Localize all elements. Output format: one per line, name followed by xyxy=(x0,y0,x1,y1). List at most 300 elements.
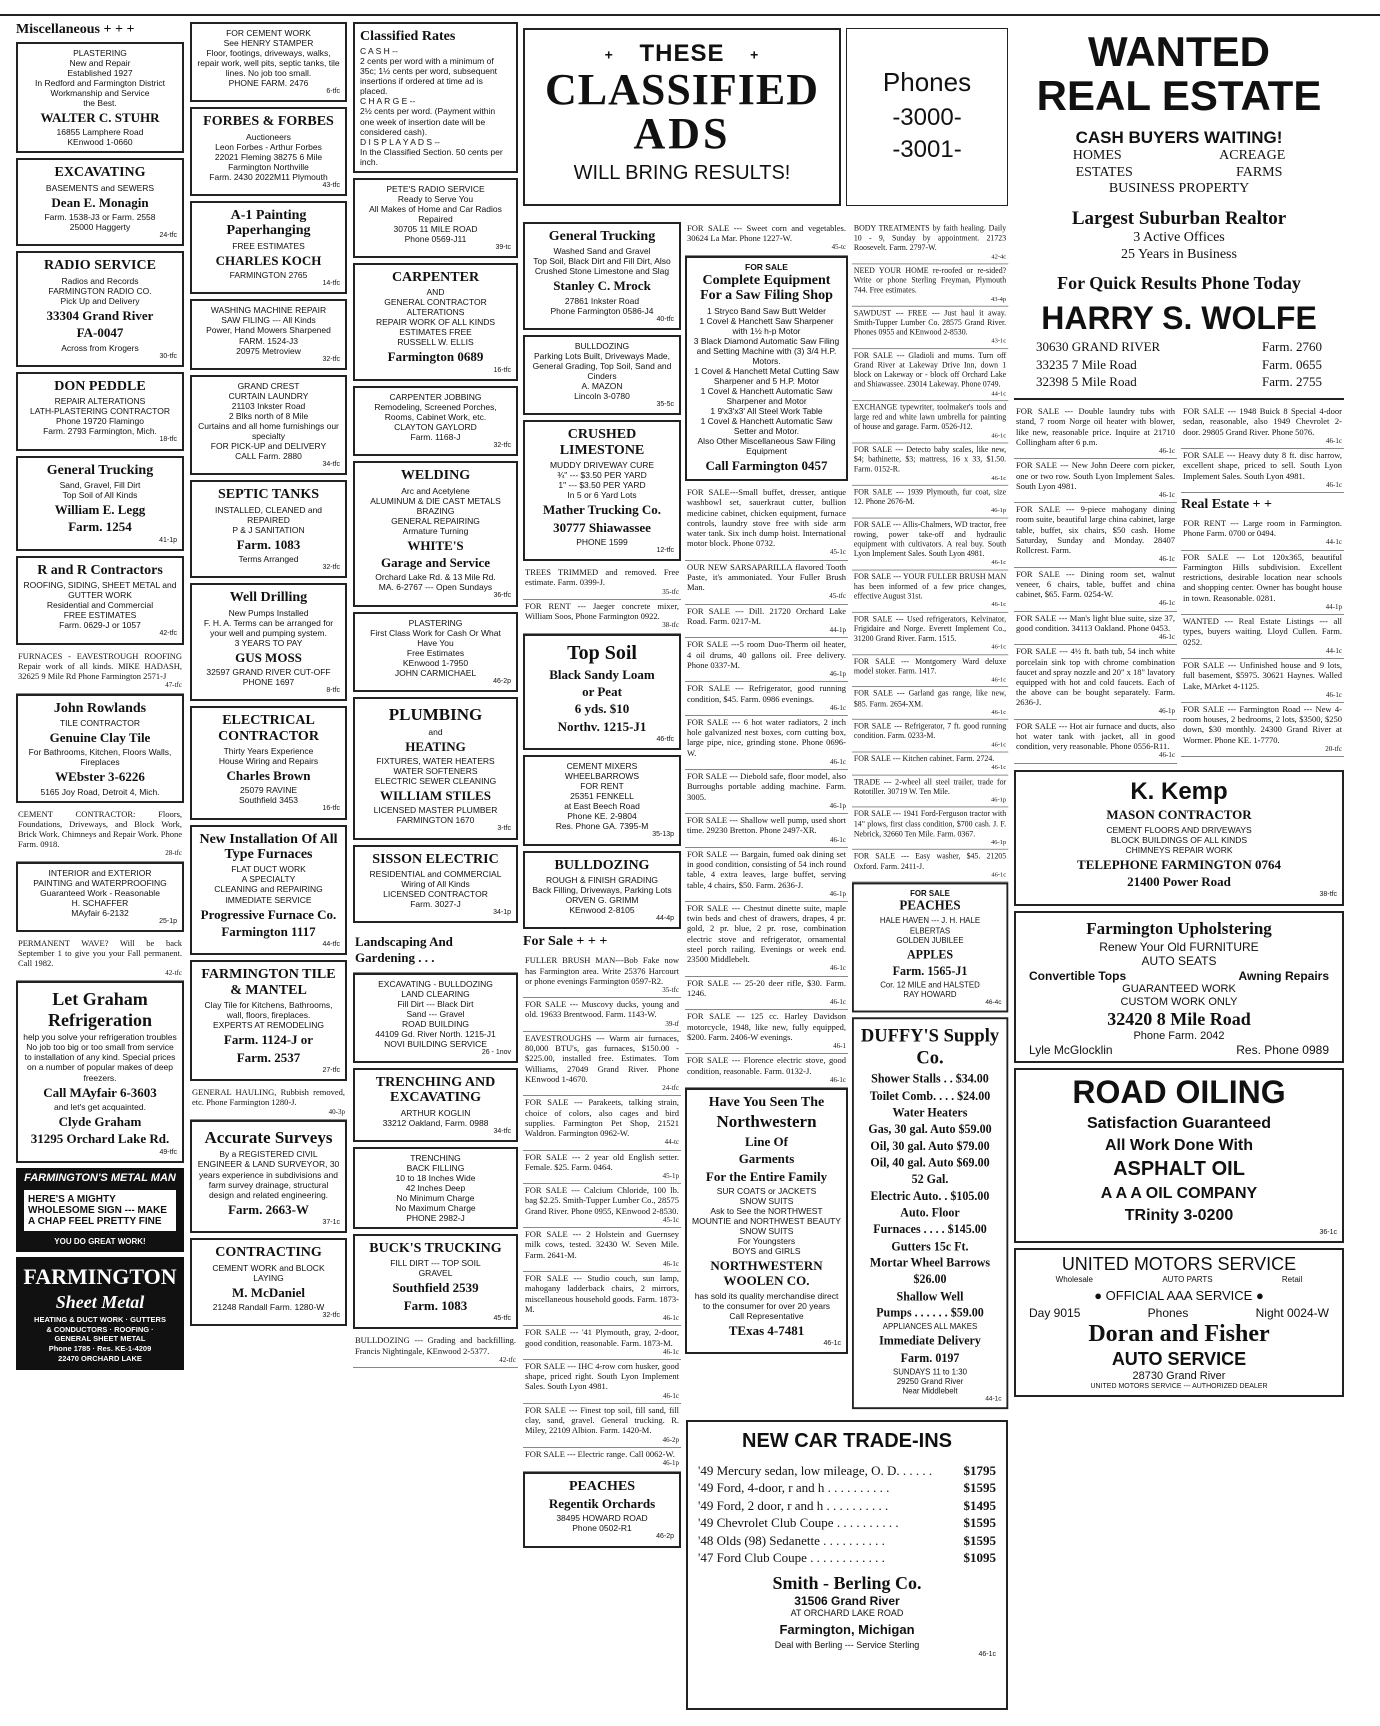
trade-ins-heading: NEW CAR TRADE-INS xyxy=(742,1430,952,1452)
trade-in-car: '48 Olds (98) Sedanette . . . . . . . . . . xyxy=(698,1532,885,1548)
col2-ad-line: CURTAIN LAUNDRY xyxy=(228,390,309,401)
duffys-supply-ad xyxy=(852,1018,1008,1410)
col5-for-sale-notice-text: OUR NEW SARSAPARILLA flavored Tooth Paste, it's ammoniated. Your Fuller Brush Man. xyxy=(687,561,846,593)
col6-for-sale-notice-code: 46-1c xyxy=(991,740,1007,749)
col7-for-sale-notice xyxy=(1014,720,1177,764)
wolfe-cash: CASH BUYERS WAITING! xyxy=(1075,128,1283,148)
col2-ad-line: FOR PICK-UP and DELIVERY xyxy=(210,440,327,451)
col6-for-sale-notice xyxy=(852,222,1008,264)
col1-ad-line: Farm. 1538-J3 or Farm. 2558 xyxy=(44,212,156,223)
howard-peaches-ad-heading: PEACHES xyxy=(899,898,961,914)
col1-ad-line: William E. Legg xyxy=(54,501,146,517)
col2-ad-line: 32597 GRAND RIVER CUT-OFF xyxy=(206,666,331,677)
column-7 xyxy=(1014,22,1344,1402)
col3-ad-line: LICENSED CONTRACTOR xyxy=(383,889,488,900)
col7-for-sale-notice-code: 46-1c xyxy=(1326,480,1342,489)
col7-real-estate-notice-text: FOR SALE --- Lot 120x365, beautiful Farmington Hills subdivision. Excellent restrictions, desirable location near schools and shopping center. Owner has bought house in town. Reasonable. 0281. xyxy=(1183,551,1342,603)
col2-ad-line: New Pumps Installed xyxy=(228,607,309,618)
col3-ad-line: LAND CLEARING xyxy=(401,988,470,999)
northwestern-garments-ad-line: BOYS and GIRLS xyxy=(732,1246,801,1257)
page-top-rule xyxy=(0,14,1380,16)
col7-for-sale-notice-code: 46-1c xyxy=(1159,599,1175,608)
duffys-supply-ad-line: Water Heaters xyxy=(892,1105,968,1120)
col2-ad-code: 32-tfc xyxy=(322,563,340,571)
col6-for-sale-notice-text: FOR SALE --- Kitchen cabinet. Farm. 2724. xyxy=(853,753,995,764)
col4-ad xyxy=(523,420,681,561)
col2-ad-line: Terms Arranged xyxy=(238,553,299,564)
col3-ad-line: NOVI BUILDING SERVICE xyxy=(384,1038,487,1049)
col2-notice-code: 40-3p xyxy=(328,1107,345,1116)
col4-ad-line: ORVEN G. GRIMM xyxy=(565,895,639,906)
col3-ad-line: No Minimum Charge xyxy=(396,1192,475,1203)
col2-ad-heading: CONTRACTING xyxy=(215,1245,322,1261)
top-soil-ad-code: 46-tfc xyxy=(656,736,674,743)
classified-rates-line: C A S H -- xyxy=(360,46,398,57)
col3-ad-line: GENERAL REPAIRING xyxy=(391,515,480,526)
kemp-mason-ad-line: BLOCK BUILDINGS OF ALL KINDS xyxy=(1110,834,1248,845)
upholstering-name: Lyle McGlocklin xyxy=(1029,1042,1113,1057)
col5-for-sale-notice xyxy=(685,1010,848,1054)
col3-ad-line: BACK FILLING xyxy=(406,1162,465,1173)
col5-for-sale-notice-code: 46-1c xyxy=(830,964,846,973)
col3-ad-line: FARMINGTON 1670 xyxy=(396,815,475,826)
col3-notice-code: 42-tfc xyxy=(499,1355,516,1364)
col2-ad-line: Farm. 2537 xyxy=(236,1049,301,1065)
saw-filing-shop-ad xyxy=(685,256,848,481)
duffys-supply-ad-line: Oil, 40 gal. Auto $69.00 xyxy=(870,1155,990,1170)
duffys-supply-ad-line: APPLIANCES ALL MAKES xyxy=(882,1321,978,1332)
col3-ad-heading: PLUMBING xyxy=(388,705,483,725)
col3-ad-line: FIXTURES, WATER HEATERS xyxy=(376,755,495,766)
col2-ad-line: P & J SANITATION xyxy=(232,524,305,535)
col6-for-sale-notice xyxy=(852,850,1008,883)
col6-for-sale-notice-code: 46-1c xyxy=(991,675,1007,684)
col3-ad-code: 26 - 1nov xyxy=(481,1048,511,1056)
regentik-peaches-ad-line: Phone 0502-R1 xyxy=(572,1523,632,1534)
col4-ad-line: Phone KE. 2-9804 xyxy=(567,811,637,822)
wolfe-kinds-row xyxy=(1024,165,1334,182)
col3-ad-code: 34-1p xyxy=(493,909,511,917)
col1-ad-line: Workmanship and Service xyxy=(50,88,150,99)
col2-ad-code: 16-tfc xyxy=(322,805,340,813)
col3-ad xyxy=(353,1147,518,1229)
col3-ad-line: PHONE 2982-J xyxy=(406,1213,465,1224)
wolfe-kind: FARMS xyxy=(1235,164,1283,180)
doran-umsh: UNITED MOTORS SERVICE xyxy=(1061,1254,1297,1275)
trade-in-car: '49 Chevrolet Club Coupe . . . . . . . . . . xyxy=(698,1515,899,1531)
col5-for-sale-notice xyxy=(685,486,848,561)
col7-real-estate-notice-code: 44-1c xyxy=(1326,538,1342,547)
col2-ad-heading: New Installation Of All Type Furnaces xyxy=(199,831,338,863)
doran-sub: Retail xyxy=(1281,1275,1303,1285)
col4-ad-line: 27861 Inkster Road xyxy=(564,295,640,306)
col4-for-sale-notice xyxy=(523,1360,681,1404)
col1-ad-line: 25000 Haggerty xyxy=(69,222,131,233)
col1-ad-line: FA-0047 xyxy=(76,325,124,341)
duffys-supply-ad-line: Toilet Comb. . . . $24.00 xyxy=(869,1088,991,1103)
col3-ad-line: REPAIR WORK OF ALL KINDS xyxy=(375,317,496,328)
col6-for-sale-notice-code: 46-1c xyxy=(991,431,1007,440)
northwestern-garments-ad-heading: Have You Seen The xyxy=(708,1095,825,1111)
col1-ad-line: Dean E. Monagin xyxy=(51,194,149,210)
col2-ad-line: Thirty Years Experience xyxy=(223,746,314,757)
col2-ad-line: A SPECIALTY xyxy=(241,874,296,885)
col1-ad xyxy=(16,556,184,645)
col4-ad-heading: BULLDOZING xyxy=(554,857,650,873)
col7-for-sale-notice-code: 46-1c xyxy=(1159,751,1175,760)
col2-ad-code: 32-tfc xyxy=(322,1311,340,1319)
col2-ad-line: Southfield 3453 xyxy=(238,795,299,806)
col4-ad-line: MUDDY DRIVEWAY CURE xyxy=(549,460,655,471)
col4-ad-code: 35-5c xyxy=(656,401,674,409)
road-oiling-code: 36-1c xyxy=(1319,1228,1337,1236)
graham-refrigeration-ad-line: help you solve your refrigeration troubles xyxy=(23,1032,177,1043)
kemp-mason-ad-line: CHIMNEYS REPAIR WORK xyxy=(1125,844,1233,855)
metal-man-sign-text: HERE'S A MIGHTY WHOLESOME SIGN --- MAKE A CHAP FEEL PRETTY FINE xyxy=(28,1193,167,1227)
graham-refrigeration-ad xyxy=(16,981,184,1163)
col3-ad-line: RUSSELL W. ELLIS xyxy=(397,337,474,348)
col3-ad-code: 3-tfc xyxy=(497,825,511,833)
wolfe-address: 32398 5 Mile Road xyxy=(1036,373,1137,389)
duffys-supply-ad-line: Shower Stalls . . $34.00 xyxy=(871,1071,989,1087)
col6-for-sale-notice-code: 46-1c xyxy=(991,473,1007,482)
col3-ad-line: 42 Inches Deep xyxy=(405,1182,466,1193)
col1-notice xyxy=(16,937,184,981)
col6-for-sale-notice xyxy=(852,349,1008,401)
col5-for-sale-notice-text: FOR SALE --- Diebold safe, floor model, also Burroughs portable adding machine. Farm. 3005. xyxy=(687,771,846,802)
trade-dealer: Smith - Berling Co. xyxy=(772,1572,922,1593)
duffys-supply-ad-line: Near Middlebelt xyxy=(902,1386,958,1396)
col5-for-sale-notice-code: 44-1p xyxy=(829,625,846,634)
col6-for-sale-notice-text: BODY TREATMENTS by faith healing. Daily 10 - 9, Sunday by appointment. 21723 Roosevelt. Farm. 2797-W. xyxy=(853,222,1007,253)
kemp-mason-ad xyxy=(1014,770,1344,906)
col3-ad xyxy=(353,178,518,258)
col1-ad-line: New and Repair xyxy=(69,58,131,69)
col7-for-sale-notice xyxy=(1014,612,1177,646)
col2-ad xyxy=(190,960,347,1081)
col3-ad-line: Free Estimates xyxy=(406,647,465,658)
trade-in-price: $1095 xyxy=(963,1550,996,1566)
classified-rates-line: C H A R G E -- xyxy=(360,96,416,107)
col7-for-sale-notice-text: FOR SALE --- 4½ ft. bath tub, 54 inch white porcelain sink top with chrome combination faucet and spray nozzle and 20" x 18" lavatory equipped with hot and cold faucets. Each of the above can be bought separately. Farm. 2636-J. xyxy=(1016,646,1175,708)
col6-for-sale-notice-text: EXCHANGE typewriter, toolmaker's tools and large red and white lawn umbrella for painting of house and garage. Farm. 0526-J12. xyxy=(853,402,1007,432)
for-sale-heading: For Sale + + + xyxy=(523,934,608,950)
upholstering-left: Convertible Tops xyxy=(1029,968,1127,983)
col4-for-sale-notice-text: FOR SALE --- Electric range. Call 0062-W. xyxy=(525,1448,675,1459)
doran-sub: Wholesale xyxy=(1055,1275,1094,1285)
col3-ad-code: 39-tc xyxy=(495,243,511,251)
saw-filing-shop-ad-line: Call Farmington 0457 xyxy=(705,457,828,473)
col6-for-sale-notice-text: FOR SALE --- 1941 Ford-Ferguson tractor with 14" plows, first class condition, $700 cash. J. F. Nebrick, 32660 Ten Mile. Farm. 0367. xyxy=(853,808,1007,838)
col4-for-sale-notice-code: 45-1c xyxy=(663,1215,679,1224)
duffys-supply-ad-code: 44-1c xyxy=(985,1395,1002,1403)
col2-ad-line: FARMINGTON 2765 xyxy=(229,270,308,281)
col3-ad-line: CARPENTER JOBBING xyxy=(389,391,482,402)
wolfe-kind: ACREAGE xyxy=(1219,148,1286,164)
sheet-metal-line: 22470 ORCHARD LAKE xyxy=(58,1353,142,1363)
duffys-supply-ad-line: $26.00 xyxy=(913,1271,947,1287)
col3-ad-code: 32-tfc xyxy=(493,442,511,450)
col6-for-sale-notice-code: 44-1c xyxy=(991,389,1007,397)
col2-ad-line: 21103 Inkster Road xyxy=(231,400,306,411)
col4-ad-line: Top Soil, Black Dirt and Fill Dirt, Also Crushed Stone Limestone and Slag xyxy=(533,256,671,277)
trade-in-price: $1595 xyxy=(963,1532,996,1548)
wolfe-address-row xyxy=(1024,338,1334,355)
col6-for-sale-notice-text: FOR SALE --- YOUR FULLER BRUSH MAN has been informed of a few price changes, effective August 31st. xyxy=(853,571,1007,601)
col2-ad-line: Farm. 2430 2022M11 Plymouth xyxy=(209,171,328,182)
real-estate-heading: Real Estate + + xyxy=(1181,497,1272,513)
col7-real-estate-notice xyxy=(1181,551,1344,615)
col5-for-sale-notice xyxy=(685,682,848,716)
classified-rates xyxy=(353,22,518,173)
col3-ad-line: HEATING xyxy=(405,738,466,754)
col6-for-sale-notice xyxy=(852,775,1008,808)
col1-ad-line: Pick Up and Delivery xyxy=(60,295,140,306)
col4-for-sale-notice xyxy=(523,1404,681,1448)
col3-ad-line: ROAD BUILDING xyxy=(401,1018,470,1029)
col2-ad-line: 20975 Metroview xyxy=(236,345,301,356)
wolfe-wanted: WANTED xyxy=(1088,28,1270,75)
col7-for-sale-notice-code: 46-1c xyxy=(1159,555,1175,564)
regentik-peaches-ad-line: Regentik Orchards xyxy=(548,1495,656,1511)
col3-ad-line: GENERAL CONTRACTOR xyxy=(384,297,487,308)
col5-for-sale-notice xyxy=(685,605,848,639)
top-soil-ad-line: or Peat xyxy=(582,684,622,700)
col4-ad-code: 44-4p xyxy=(656,915,674,923)
col1-ad xyxy=(16,158,184,246)
col3-notice xyxy=(353,1334,518,1368)
col7-real-estate-notice xyxy=(1181,659,1344,703)
col1-notice-code: 42-tfc xyxy=(165,968,182,977)
col5-for-sale-notice xyxy=(685,848,848,902)
col4-ad-line: ROUGH & FINISH GRADING xyxy=(546,875,658,885)
col4-for-sale-notice-text: FULLER BRUSH MAN---Bob Fake now has Farmington area. Write 25376 Harcourt or phone evenings Farmington 0597-R2. xyxy=(525,955,679,986)
duffys-supply-ad-line: Gas, 30 gal. Auto $59.00 xyxy=(868,1121,992,1137)
col6-for-sale-notice xyxy=(852,518,1008,570)
col7-for-sale-notice xyxy=(1181,449,1344,493)
col2-ad xyxy=(190,706,347,819)
col2-ad-line: 25079 RAVINE xyxy=(239,785,297,796)
col4-for-sale-notice xyxy=(523,1096,681,1150)
col2-ad-line: Farm. 2663-W xyxy=(228,1201,309,1217)
kemp-mason-ad-code: 38-tfc xyxy=(1319,891,1337,899)
col6-for-sale-notice xyxy=(852,401,1008,443)
col3-ad-line: and xyxy=(428,726,443,737)
col4-ad xyxy=(523,851,681,930)
col3-ad-line: Farm. 1083 xyxy=(403,1297,468,1313)
col3-ad-code: 34-tfc xyxy=(493,1127,511,1135)
col7-for-sale-notice-text: FOR SALE --- Heavy duty 8 ft. disc harrow, excellent shape, priced to sell. South Lyon Implement Sales. South Lyon 4981. xyxy=(1183,450,1342,481)
northwestern-garments-ad-line: For the Entire Family xyxy=(705,1168,828,1184)
col2-ad-line: By a REGISTERED CIVIL ENGINEER & LAND SURVEYOR, 30 years experience in subdivisions and farm survey drainage, structural design and related engineering. xyxy=(197,1149,340,1200)
col2-ad-code: 37-1c xyxy=(322,1218,340,1226)
regentik-peaches-ad-code: 46-2p xyxy=(656,1533,674,1541)
col6-for-sale-notice-code: 46-1c xyxy=(991,558,1007,567)
saw-filing-shop-ad-line: 1 Covel & Hanchett Automatic Saw Setter and Motor. xyxy=(700,415,833,436)
kemp-mason-ad-line: CEMENT FLOORS AND DRIVEWAYS xyxy=(1106,824,1252,835)
col3-ad-line: FILL DIRT --- TOP SOIL xyxy=(390,1258,481,1269)
col4-for-sale-notice-code: 46-1p xyxy=(662,1459,679,1468)
col4-for-sale-notice xyxy=(523,954,681,998)
col5-for-sale-notice-text: FOR SALE --- 6 hot water radiators, 2 inch hole galvanized nest boxes, corn cutting box, large pipe, nice, grinding stone. Phone 0696-W. xyxy=(687,717,846,758)
col3-ad-heading: SISSON ELECTRIC xyxy=(372,851,499,867)
graham-refrigeration-ad-line: Call MAyfair 6-3603 xyxy=(43,1084,157,1100)
wolfe-name: HARRY S. WOLFE xyxy=(1041,300,1317,337)
col4-ad-line: In 5 or 6 Yard Lots xyxy=(567,490,637,501)
trade-in-price: $1795 xyxy=(963,1462,996,1478)
farmington-sheet-metal-logo xyxy=(16,1257,184,1370)
col2-ad-line: 3 YEARS TO PAY xyxy=(234,637,303,648)
col2-ad-line: FOR CEMENT WORK xyxy=(226,28,311,38)
upholstering-line: CUSTOM WORK ONLY xyxy=(1120,995,1238,1008)
col4-for-sale-notice-code: 45-1p xyxy=(662,1171,679,1180)
col4-notice-code: 38-tfc xyxy=(662,621,679,630)
howard-peaches-ad-line: HALE HAVEN --- J. H. HALE xyxy=(879,915,981,926)
col1-ad-line: TILE CONTRACTOR xyxy=(59,717,141,728)
col2-ad-line: CEMENT WORK and BLOCK LAYING xyxy=(212,1262,325,1283)
col5-for-sale-notice-text: FOR SALE---Small buffet, dresser, antique washbowl set, sauerkraut cutter, bullion medicine cabinet, chicken equipment, furnace controls, laundry stove free with side arm water tank. Six inch dump hoist. International motor block. Phone 0732. xyxy=(687,487,846,549)
col3-ad-line: BRAZING xyxy=(416,505,455,516)
upholstering-row xyxy=(1021,969,1337,983)
col2-ad xyxy=(190,583,347,701)
col2-ad xyxy=(190,825,347,956)
col6-for-sale-notice xyxy=(852,753,1008,776)
col7-for-sale-notice xyxy=(1014,568,1177,612)
col2-ad-line: 2 Blks north of 8 Mile xyxy=(228,410,309,421)
col2-ad-heading: SEPTIC TANKS xyxy=(217,487,319,503)
road-oiling-ad xyxy=(1014,1068,1344,1243)
col6-for-sale-notice-text: FOR SALE --- Refrigerator, 7 ft. good running condition. Farm. 0233-M. xyxy=(853,720,1007,741)
col2-ad-code: 27-tfc xyxy=(322,1066,340,1074)
col2-ad-line: House Wiring and Repairs xyxy=(218,756,319,767)
northwestern-garments-ad xyxy=(685,1088,848,1354)
col3-ad-line: ESTIMATES FREE xyxy=(399,327,472,338)
col6-for-sale-notice xyxy=(852,570,1008,612)
col6-for-sale-notice xyxy=(852,264,1008,306)
col7-right-notices xyxy=(1181,405,1344,764)
col3-ad-line: Armature Turning xyxy=(402,525,469,536)
metal-man-bubble: YOU DO GREAT WORK! xyxy=(54,1236,146,1246)
col5-for-sale-notice-text: FOR SALE --- Chestnut dinette suite, maple twin beds and chest of drawers, drapes, 4 pr. gold, 2 pr. blue, 2 pr. rose, combination electric stove and refrigerator, ornamental steel porch railing. Evenings or week end. 23500 Middlebelt. xyxy=(687,903,846,965)
trade-in-price: $1595 xyxy=(963,1480,996,1496)
duffys-supply-ad-line: Gutters 15c Ft. xyxy=(891,1238,969,1253)
col7-for-sale-notice xyxy=(1014,405,1177,459)
col4-ad-code: 12-tfc xyxy=(656,546,674,554)
col4-ad-line: KEnwood 2-8105 xyxy=(569,905,635,916)
trade-in-price: $1595 xyxy=(963,1515,996,1531)
col4-ad xyxy=(523,335,681,415)
col7-for-sale-notice xyxy=(1014,503,1177,567)
upholstering-res: Res. Phone 0989 xyxy=(1236,1042,1329,1057)
sheet-metal-sub: Sheet Metal xyxy=(55,1292,145,1313)
col2-ad-line: Progressive Furnace Co. xyxy=(200,906,337,922)
wolfe-phone: Farm. 2760 xyxy=(1262,339,1322,355)
col1-ad-heading: General Trucking xyxy=(46,462,154,478)
trade-in-row xyxy=(698,1532,996,1550)
col1-ad-line: INTERIOR and EXTERIOR xyxy=(48,867,152,878)
col4-for-sale-notice-code: 24-tfc xyxy=(662,1083,679,1092)
banner-plus-left: + xyxy=(604,46,614,63)
banner-these: THESE xyxy=(639,40,725,67)
kemp-mason-ad-line: MASON CONTRACTOR xyxy=(1106,807,1252,823)
col1-ad-line: Sand, Gravel, Fill Dirt xyxy=(59,479,141,490)
trade-address: 31506 Grand River xyxy=(794,1594,900,1609)
col4-ad-line: Phone Farmington 0586-J4 xyxy=(550,305,654,316)
col5-for-sale-notice-code: 46-1p xyxy=(829,801,846,810)
wolfe-address: 30630 GRAND RIVER xyxy=(1036,339,1161,355)
col1-ad xyxy=(16,251,184,366)
col3-ad-code: 16-tfc xyxy=(493,366,511,374)
wolfe-kind: HOMES xyxy=(1072,148,1122,164)
col7-real-estate-notice-text: WANTED --- Real Estate Listings --- all types, buyers waiting. Lloyd Cullen. Farm. 0252. xyxy=(1183,616,1342,647)
col2-ad-code: 8-tfc xyxy=(326,687,340,694)
col7-for-sale-notice-text: FOR SALE --- 1948 Buick 8 Special 4-door sedan, reasonable, also 1949 Chevrolet 2-door. 29805 Grand River. Phone 5076. xyxy=(1183,406,1342,437)
new-car-trade-ins xyxy=(686,1420,1008,1710)
col4-ad-line: BULLDOZING xyxy=(574,341,630,352)
col2-ad-line: CLEANING and REPAIRING xyxy=(214,884,323,895)
duffys-supply-ad-line: 29250 Grand River xyxy=(896,1376,964,1387)
top-soil-ad-line: Black Sandy Loam xyxy=(549,666,655,682)
col5-for-sale-notice-code: 46-1p xyxy=(829,669,846,678)
col4-ad-line: 1" --- $3.50 PER YARD xyxy=(558,480,646,491)
col6-for-sale-notice xyxy=(852,613,1008,655)
col3-ad xyxy=(353,1234,518,1329)
col2-ad-line: 22021 Fleming 38275 6 Mile xyxy=(214,151,323,162)
col3-ad-heading: BUCK'S TRUCKING xyxy=(369,1241,502,1257)
col2-ad-line: Power, Hand Mowers Sharpened xyxy=(206,325,331,336)
col3-ad xyxy=(353,612,518,692)
upholstering-right: Awning Repairs xyxy=(1238,968,1329,983)
col3-ad-line: No Maximum Charge xyxy=(395,1203,476,1213)
top-soil-ad xyxy=(523,634,681,751)
col4-notice-text: FOR RENT --- Jaeger concrete mixer, William Soos, Phone Farmington 0922. xyxy=(525,600,679,622)
kemp-mason-ad-line: 21400 Power Road xyxy=(1127,874,1231,890)
col3-ad xyxy=(353,973,518,1063)
howard-peaches-ad-line: ELBERTAS xyxy=(909,925,951,935)
col3-ad-line: Farm. 3027-J xyxy=(410,899,461,910)
saw-filing-shop-ad-heading: Complete Equipment For a Saw Filing Shop xyxy=(700,272,833,304)
upholstering-row xyxy=(1021,1043,1337,1057)
col5-for-sale-notice-text: FOR SALE --- Florence electric stove, good condition, reasonable. Farm. 0132-J. xyxy=(687,1055,846,1076)
col3-ad-line: Wiring of All Kinds xyxy=(401,879,470,890)
doran-auto: AUTO SERVICE xyxy=(1111,1348,1247,1369)
col1-notice-code: 28-tfc xyxy=(165,849,182,858)
col2-ad xyxy=(190,22,347,102)
col4-for-sale-notice xyxy=(523,1151,681,1185)
doran-phone: Phones xyxy=(1147,1306,1189,1321)
col6-for-sale-notice xyxy=(852,720,1008,753)
col3-ad-line: RESIDENTIAL and COMMERCIAL xyxy=(369,869,502,879)
wolfe-kind: ESTATES xyxy=(1075,164,1133,180)
col1-notice-code: 47-tfc xyxy=(165,681,182,690)
col4-for-sale-notice-text: FOR SALE --- IHC 4-row corn husker, good shape, priced right. South Lyon Implement Sales. South Lyon 4981. xyxy=(525,1361,679,1392)
banner-classified: CLASSIFIED xyxy=(544,65,820,114)
col5-for-sale-notice-code: 46-1 xyxy=(833,1041,846,1050)
col2-ad-line: FREE ESTIMATES xyxy=(232,240,305,251)
col1-ad-code: 30-tfc xyxy=(159,352,177,360)
trade-in-price: $1495 xyxy=(963,1497,996,1513)
phones-title: Phones xyxy=(882,67,972,97)
col1-ad-heading: DON PEDDLE xyxy=(54,378,146,394)
wolfe-address-row xyxy=(1024,373,1334,390)
howard-peaches-ad xyxy=(852,883,1008,1013)
col3-ad-line: Remodeling, Screened Porches, Rooms, Cabinet Work, etc. xyxy=(374,402,497,423)
col7-for-sale-notice-text: FOR SALE --- New John Deere corn picker, one or two row. South Lyon Implement Sales. South Lyon 4981. xyxy=(1016,460,1175,491)
col2-ad-heading: FARMINGTON TILE & MANTEL xyxy=(201,967,336,998)
col4-for-sale-notice xyxy=(523,1448,681,1472)
col3-ad-line: ELECTRIC SEWER CLEANING xyxy=(374,775,497,786)
col2-ad-line: See HENRY STAMPER xyxy=(223,38,314,49)
